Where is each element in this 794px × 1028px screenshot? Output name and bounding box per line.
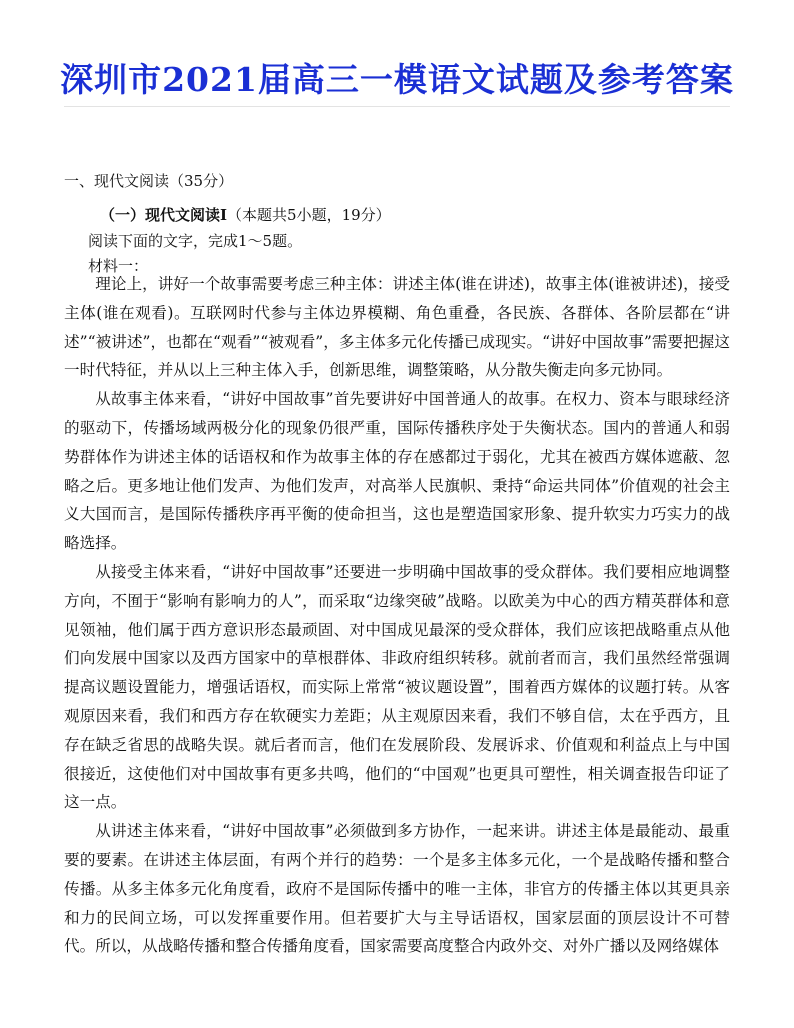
sub-heading-rest: （本题共5小题，19分） [227,206,391,224]
material-label: 材料一： [88,257,149,275]
instruction-line: 阅读下面的文字，完成1～5题。 [88,232,303,250]
sub-heading [100,204,391,225]
paragraph: 从故事主体来看，“讲好中国故事”首先要讲好中国普通人的故事。在权力、资本与眼球经济的驱动下，传播场域两极分化的现象仍很严重，国际传播秩序处于失衡状态。国内的普通人和弱势群体作为讲述主体的话语权和作为故事主体的存在感都过于弱化，尤其在被西方媒体遮蔽、忽略之后。更多地让他们发声、为他们发声，对高举人民旗帜、秉持“命运共同体”价值观的社会主义大国而言，是国际传播秩序再平衡的使命担当，这也是塑造国家形象、提升软实力巧实力的战略选择。 [64,390,730,553]
section-heading: 一、现代文阅读（35分） [64,172,234,190]
title-divider [64,106,730,107]
sub-heading-bold: （一）现代文阅读Ⅰ [100,206,228,224]
passage-body [64,270,730,961]
paragraph: 从接受主体来看，“讲好中国故事”还要进一步明确中国故事的受众群体。我们要相应地调整方向，不囿于“影响有影响力的人”，而采取“边缘突破”战略。以欧美为中心的西方精英群体和意见领袖，他们属于西方意识形态最顽固、对中国成见最深的受众群体，我们应该把战略重点从他们向发展中国家以及西方国家中的草根群体、非政府组织转移。就前者而言，我们虽然经常强调提高议题设置能力，增强话语权，而实际上常常“被议题设置”，围着西方媒体的议题打转。从客观原因来看，我们和西方存在软硬实力差距；从主观原因来看，我们不够自信，太在乎西方，且存在缺乏省思的战略失误。就后者而言，他们在发展阶段、发展诉求、价值观和利益点上与中国很接近，这使他们对中国故事有更多共鸣，他们的“中国观”也更具可塑性，相关调查报告印证了这一点。 [64,562,730,812]
document-title: 深圳市2021届高三一模语文试题及参考答案 [60,60,734,99]
paragraph: 理论上，讲好一个故事需要考虑三种主体：讲述主体(谁在讲述)，故事主体(谁被讲述)，接受主体(谁在观看)。互联网时代参与主体边界模糊、角色重叠，各民族、各群体、各阶层都在“讲述”“被讲述”，也都在“观看”“被观看”，多主体多元化传播已成现实。“讲好中国故事”需要把握这一时代特征，并从以上三种主体入手，创新思维，调整策略，从分散失衡走向多元协同。 [64,275,730,380]
paragraph: 从讲述主体来看，“讲好中国故事”必须做到多方协作，一起来讲。讲述主体是最能动、最重要的要素。在讲述主体层面，有两个并行的趋势：一个是多主体多元化，一个是战略传播和整合传播。从多主体多元化角度看，政府不是国际传播中的唯一主体，非官方的传播主体以其更具亲和力的民间立场，可以发挥重要作用。但若要扩大与主导话语权，国家层面的顶层设计不可替代。所以，从战略传播和整合传播角度看，国家需要高度整合内政外交、对外广播以及网络媒体 [64,822,730,956]
